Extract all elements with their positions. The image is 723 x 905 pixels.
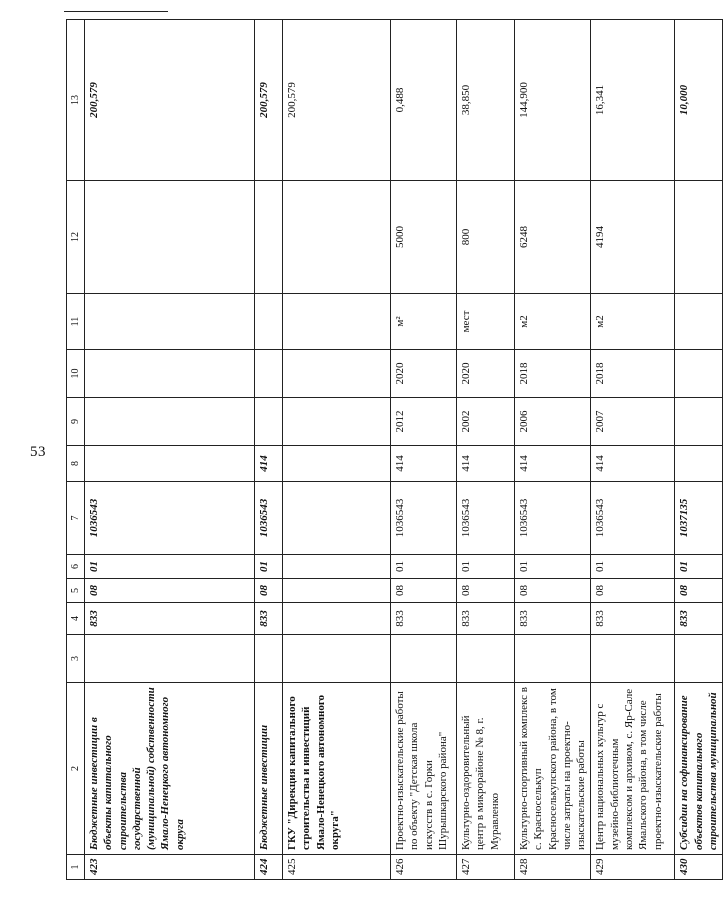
col-8-cell: 414 — [457, 446, 515, 482]
col-9-cell — [85, 398, 255, 446]
col-5-cell: 08 — [255, 579, 283, 603]
col-6-cell: 01 — [515, 555, 591, 579]
col-13-cell: 16,341 — [591, 20, 675, 181]
header-cell: 8 — [67, 446, 85, 482]
col-5-cell — [283, 579, 391, 603]
col-13-cell: 200,579 — [255, 20, 283, 181]
col-11-cell: м² — [391, 294, 457, 350]
col-6-cell: 01 — [457, 555, 515, 579]
row-name-cell: ГКУ "Дирекция капитального строительства и инвестиций Ямало-Ненецкого автономного округа" — [283, 683, 391, 855]
col-3-cell — [255, 635, 283, 683]
table-row — [457, 20, 515, 880]
header-cell: 3 — [67, 635, 85, 683]
col-10-cell: 2020 — [457, 350, 515, 398]
col-4-cell: 833 — [255, 603, 283, 635]
col-13-cell: 0,488 — [391, 20, 457, 181]
col-7-cell — [283, 482, 391, 555]
col-11-cell — [255, 294, 283, 350]
col-9-cell — [255, 398, 283, 446]
col-4-cell: 833 — [591, 603, 675, 635]
col-10-cell: 2018 — [515, 350, 591, 398]
row-number-cell: 428 — [515, 855, 591, 880]
col-6-cell: 01 — [255, 555, 283, 579]
col-7-cell: 1036543 — [515, 482, 591, 555]
col-12-cell: 4194 — [591, 181, 675, 294]
col-6-cell: 01 — [675, 555, 723, 579]
header-cell: 12 — [67, 181, 85, 294]
col-13-cell: 144,900 — [515, 20, 591, 181]
header-cell: 13 — [67, 20, 85, 181]
col-8-cell: 414 — [515, 446, 591, 482]
row-name-cell: Проектно-изыскательские работы по объекту "Детская школа искусств в с. Горки Шурышкарского района" — [391, 683, 457, 855]
table-body — [85, 20, 723, 880]
col-11-cell — [85, 294, 255, 350]
col-3-cell — [675, 635, 723, 683]
row-number-cell: 425 — [283, 855, 391, 880]
col-4-cell: 833 — [391, 603, 457, 635]
row-number-cell: 426 — [391, 855, 457, 880]
top-rule — [64, 11, 168, 12]
row-name-cell: Субсидии на софинансирование объектов капитального строительства муниципальной — [675, 683, 723, 855]
col-7-cell: 1036543 — [457, 482, 515, 555]
col-3-cell — [457, 635, 515, 683]
table-row — [591, 20, 675, 880]
row-name-cell: Бюджетные инвестиции — [255, 683, 283, 855]
header-cell: 1 — [67, 855, 85, 880]
table-row — [283, 20, 391, 880]
col-8-cell — [675, 446, 723, 482]
col-5-cell: 08 — [85, 579, 255, 603]
header-cell: 4 — [67, 603, 85, 635]
col-9-cell — [675, 398, 723, 446]
col-12-cell — [675, 181, 723, 294]
row-name-cell: Культурно-оздоровительный центр в микрорайоне № 8, г. Муравленко — [457, 683, 515, 855]
col-11-cell — [283, 294, 391, 350]
row-number-cell: 423 — [85, 855, 255, 880]
col-6-cell: 01 — [391, 555, 457, 579]
col-12-cell: 6248 — [515, 181, 591, 294]
col-8-cell: 414 — [255, 446, 283, 482]
col-6-cell: 01 — [591, 555, 675, 579]
col-7-cell: 1036543 — [591, 482, 675, 555]
col-8-cell — [283, 446, 391, 482]
header-cell: 2 — [67, 683, 85, 855]
col-6-cell: 01 — [85, 555, 255, 579]
col-4-cell: 833 — [457, 603, 515, 635]
col-9-cell: 2012 — [391, 398, 457, 446]
row-name-cell: Культурно-спортивный комплекс в с. Красноселькуп Красноселькупского района, в том числе затраты на проектно-изыскательские работы — [515, 683, 591, 855]
col-10-cell — [675, 350, 723, 398]
col-4-cell: 833 — [85, 603, 255, 635]
col-3-cell — [391, 635, 457, 683]
col-10-cell — [255, 350, 283, 398]
col-12-cell: 800 — [457, 181, 515, 294]
col-3-cell — [85, 635, 255, 683]
header-cell: 10 — [67, 350, 85, 398]
col-9-cell: 2007 — [591, 398, 675, 446]
table-row — [255, 20, 283, 880]
row-name-cell: Центр национальных культур с музейно-библиотечным комплексом и архивом, с. Яр-Сале Ямальского района, в том числе проектно-изыскательские работы — [591, 683, 675, 855]
col-9-cell — [283, 398, 391, 446]
table-row — [515, 20, 591, 880]
col-12-cell — [85, 181, 255, 294]
col-13-cell: 38,850 — [457, 20, 515, 181]
col-8-cell: 414 — [391, 446, 457, 482]
col-4-cell: 833 — [515, 603, 591, 635]
col-12-cell: 5000 — [391, 181, 457, 294]
table-row — [675, 20, 723, 880]
header-cell: 6 — [67, 555, 85, 579]
col-9-cell: 2002 — [457, 398, 515, 446]
col-11-cell: м2 — [591, 294, 675, 350]
col-11-cell: мест — [457, 294, 515, 350]
col-10-cell: 2020 — [391, 350, 457, 398]
row-number-cell: 424 — [255, 855, 283, 880]
header-cell: 5 — [67, 579, 85, 603]
col-13-cell: 200,579 — [85, 20, 255, 181]
header-cell: 11 — [67, 294, 85, 350]
row-number-cell: 430 — [675, 855, 723, 880]
col-4-cell — [283, 603, 391, 635]
col-7-cell: 1036543 — [255, 482, 283, 555]
col-12-cell — [255, 181, 283, 294]
col-7-cell: 1037135 — [675, 482, 723, 555]
col-5-cell: 08 — [457, 579, 515, 603]
col-9-cell: 2006 — [515, 398, 591, 446]
table-row — [85, 20, 255, 880]
col-5-cell: 08 — [591, 579, 675, 603]
col-13-cell: 10,000 — [675, 20, 723, 181]
col-7-cell: 1036543 — [391, 482, 457, 555]
col-5-cell: 08 — [675, 579, 723, 603]
table-row — [391, 20, 457, 880]
col-10-cell — [85, 350, 255, 398]
col-7-cell: 1036543 — [85, 482, 255, 555]
row-number-cell: 429 — [591, 855, 675, 880]
col-3-cell — [283, 635, 391, 683]
col-6-cell — [283, 555, 391, 579]
col-10-cell — [283, 350, 391, 398]
col-10-cell: 2018 — [591, 350, 675, 398]
col-5-cell: 08 — [515, 579, 591, 603]
col-13-cell: 200,579 — [283, 20, 391, 181]
col-4-cell: 833 — [675, 603, 723, 635]
row-name-cell: Бюджетные инвестиции в объекты капитального строительства государственной (муниципальной) собственности Ямало-Ненецкого автономного округа — [85, 683, 255, 855]
col-8-cell — [85, 446, 255, 482]
header-cell: 9 — [67, 398, 85, 446]
budget-table — [66, 19, 723, 880]
col-11-cell: м2 — [515, 294, 591, 350]
col-8-cell: 414 — [591, 446, 675, 482]
row-number-cell: 427 — [457, 855, 515, 880]
col-5-cell: 08 — [391, 579, 457, 603]
page-number: 53 — [30, 444, 46, 460]
header-cell: 7 — [67, 482, 85, 555]
col-3-cell — [591, 635, 675, 683]
header-row — [67, 20, 85, 880]
col-12-cell — [283, 181, 391, 294]
col-3-cell — [515, 635, 591, 683]
col-11-cell — [675, 294, 723, 350]
